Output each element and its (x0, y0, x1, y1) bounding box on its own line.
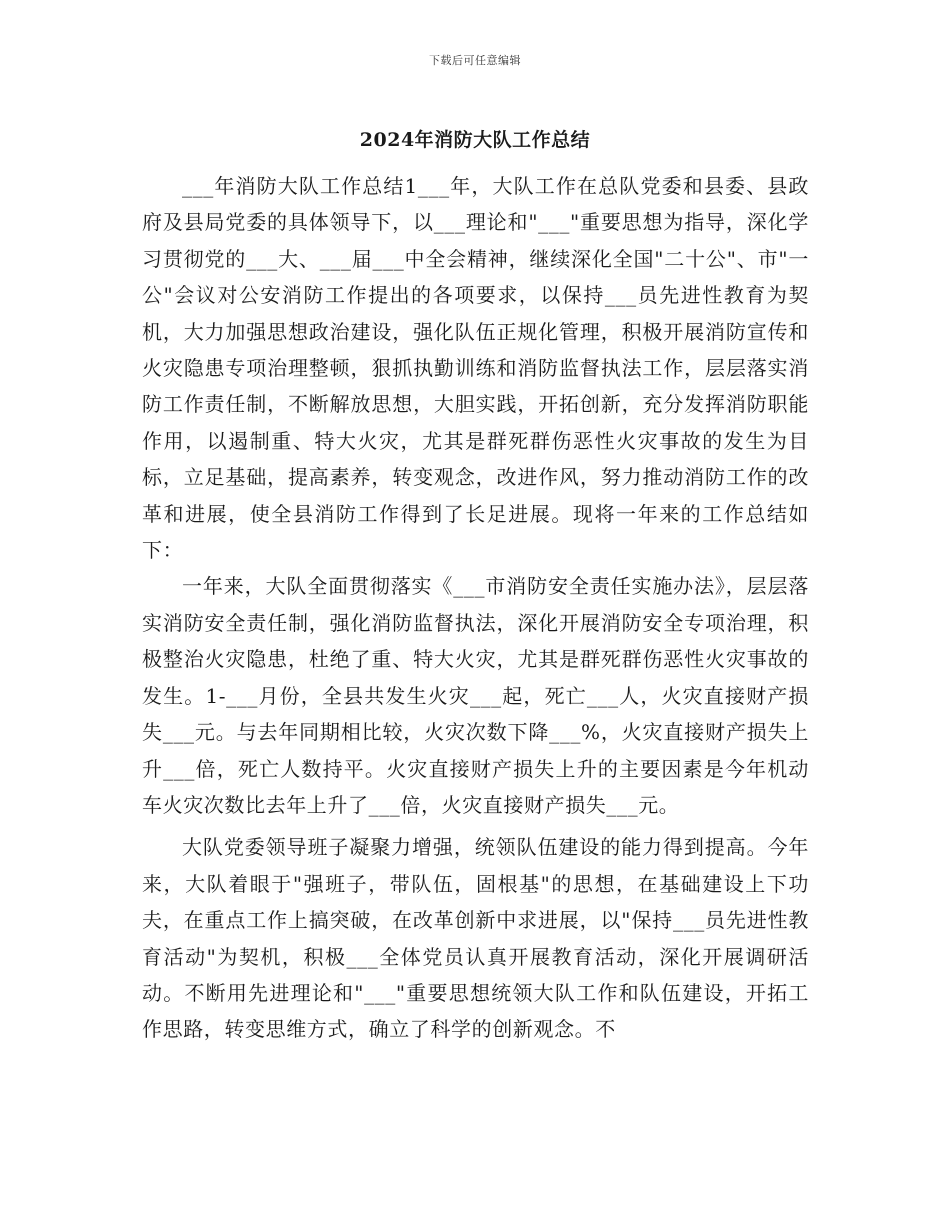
page-header-note: 下载后可任意编辑 (429, 54, 521, 67)
paragraph-intro: ___年消防大队工作总结1___年，大队工作在总队党委和县委、县政府及县局党委的具体领导下，以___理论和"___"重要思想为指导，深化学习贯彻党的___大、___届___中全会精神，继续深化全国"二十公"、市"一公"会议对公安消防工作提出的各项要求，以保持___员先进性教育为契机，大力加强思想政治建设，强化队伍正规化管理，积极开展消防宣传和火灾隐患专项治理整顿，狠抓执勤训练和消防监督执法工作，层层落实消防工作责任制，不断解放思想，大胆实践，开拓创新，充分发挥消防职能作用，以遏制重、特大火灾，尤其是群死群伤恶性火灾事故的发生为目标，立足基础，提高素养，转变观念，改进作风，努力推动消防工作的改革和进展，使全县消防工作得到了长足进展。现将一年来的工作总结如下： (142, 174, 809, 563)
paragraph-leadership: 大队党委领导班子凝聚力增强，统领队伍建设的能力得到提高。今年来，大队着眼于"强班子，带队伍，固根基"的思想，在基础建设上下功夫，在重点工作上搞突破，在改革创新中求进展，以"保持___员先进性教育活动"为契机，积极___全体党员认真开展教育活动，深化开展调研活动。不断用先进理论和"___"重要思想统领大队工作和队伍建设，开拓工作思路，转变思维方式，确立了科学的创新观念。不 (142, 835, 809, 1042)
paragraph-fire-statistics: 一年来，大队全面贯彻落实《___市消防安全责任实施办法》，层层落实消防安全责任制，强化消防监督执法，深化开展消防安全专项治理，积极整治火灾隐患，杜绝了重、特大火灾，尤其是群死群伤恶性火灾事故的发生。1-___月份，全县共发生火灾___起，死亡___人，火灾直接财产损失___元。与去年同期相比较，火灾次数下降___%，火灾直接财产损失上升___倍，死亡人数持平。火灾直接财产损失上升的主要因素是今年机动车火灾次数比去年上升了___倍，火灾直接财产损失___元。 (142, 574, 809, 817)
document-body (142, 168, 809, 1048)
document-title: 2024年消防大队工作总结 (359, 129, 591, 151)
